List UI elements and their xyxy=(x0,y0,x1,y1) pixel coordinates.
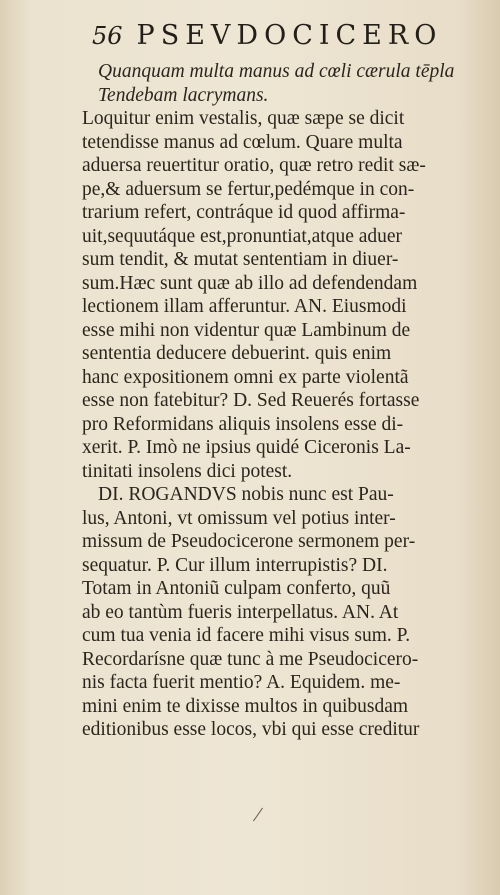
text-line: uit,sequutáque est,pronuntiat,atque aduer xyxy=(82,225,403,247)
text-line: trarium refert, contráque id quod affirma- xyxy=(82,202,406,223)
text-line: xerit. P. Imò ne ipsius quidé Ciceronis La- xyxy=(82,437,411,458)
text-line: aduersa reuertitur oratio, quæ retro redit sæ- xyxy=(82,155,426,176)
text-line: ab eo tantùm fueris interpellatus. AN. At xyxy=(82,601,399,623)
text-line: esse non fatebitur? D. Sed Reuerés fortasse xyxy=(82,390,420,411)
text-line: Recordarísne quæ tunc à me Pseudocicero- xyxy=(82,648,419,670)
text-line: tinitati insolens dici potest. xyxy=(82,460,293,482)
text-line: sententia deducere debuerint. quis enim xyxy=(82,343,392,364)
text-line: lectionem illam afferuntur. AN. Eiusmodi xyxy=(82,296,407,317)
text-line: lus, Antoni, vt omissum vel potius inter- xyxy=(82,507,396,529)
ink-mark xyxy=(253,808,263,822)
text-line: sum.Hæc sunt quæ ab illo ad defendendam xyxy=(82,272,418,294)
body-text xyxy=(82,60,482,742)
text-line: esse mihi non videntur quæ Lambinum de xyxy=(82,319,411,341)
page-number: 56 xyxy=(92,22,123,50)
text-line: Loquitur enim vestalis, quæ sæpe se dicit xyxy=(82,108,405,129)
text-line: Totam in Antoniũ culpam conferto, quũ xyxy=(82,578,391,599)
text-line: tetendisse manus ad cœlum. Quare multa xyxy=(82,131,403,153)
text-line: editionibus esse locos, vbi qui esse creditur xyxy=(82,719,420,740)
running-head: PSEVDOCICERO xyxy=(136,20,443,51)
page-header xyxy=(92,20,472,56)
text-line: pe,& aduersum se fertur,pedémque in con- xyxy=(82,178,415,200)
text-line: sequatur. P. Cur illum interrupistis? DI. xyxy=(82,554,388,576)
verse-line: Tendebam lacrymans. xyxy=(98,84,269,106)
text-line: nis facta fuerit mentio? A. Equidem. me- xyxy=(82,672,401,693)
text-line: cum tua venia id facere mihi visus sum. P. xyxy=(82,625,411,646)
text-line: hanc expositionem omni ex parte violentã xyxy=(82,366,409,388)
text-line: sum tendit, & mutat sententiam in diuer- xyxy=(82,249,399,270)
text-line: DI. ROGANDVS nobis nunc est Pau- xyxy=(98,484,394,505)
verse-line: Quanquam multa manus ad cœli cærula tēpla xyxy=(98,61,455,82)
text-line: missum de Pseudocicerone sermonem per- xyxy=(82,531,416,552)
text-line: pro Reformidans aliquis insolens esse di- xyxy=(82,413,404,435)
text-line: mini enim te dixisse multos in quibusdam xyxy=(82,695,409,717)
